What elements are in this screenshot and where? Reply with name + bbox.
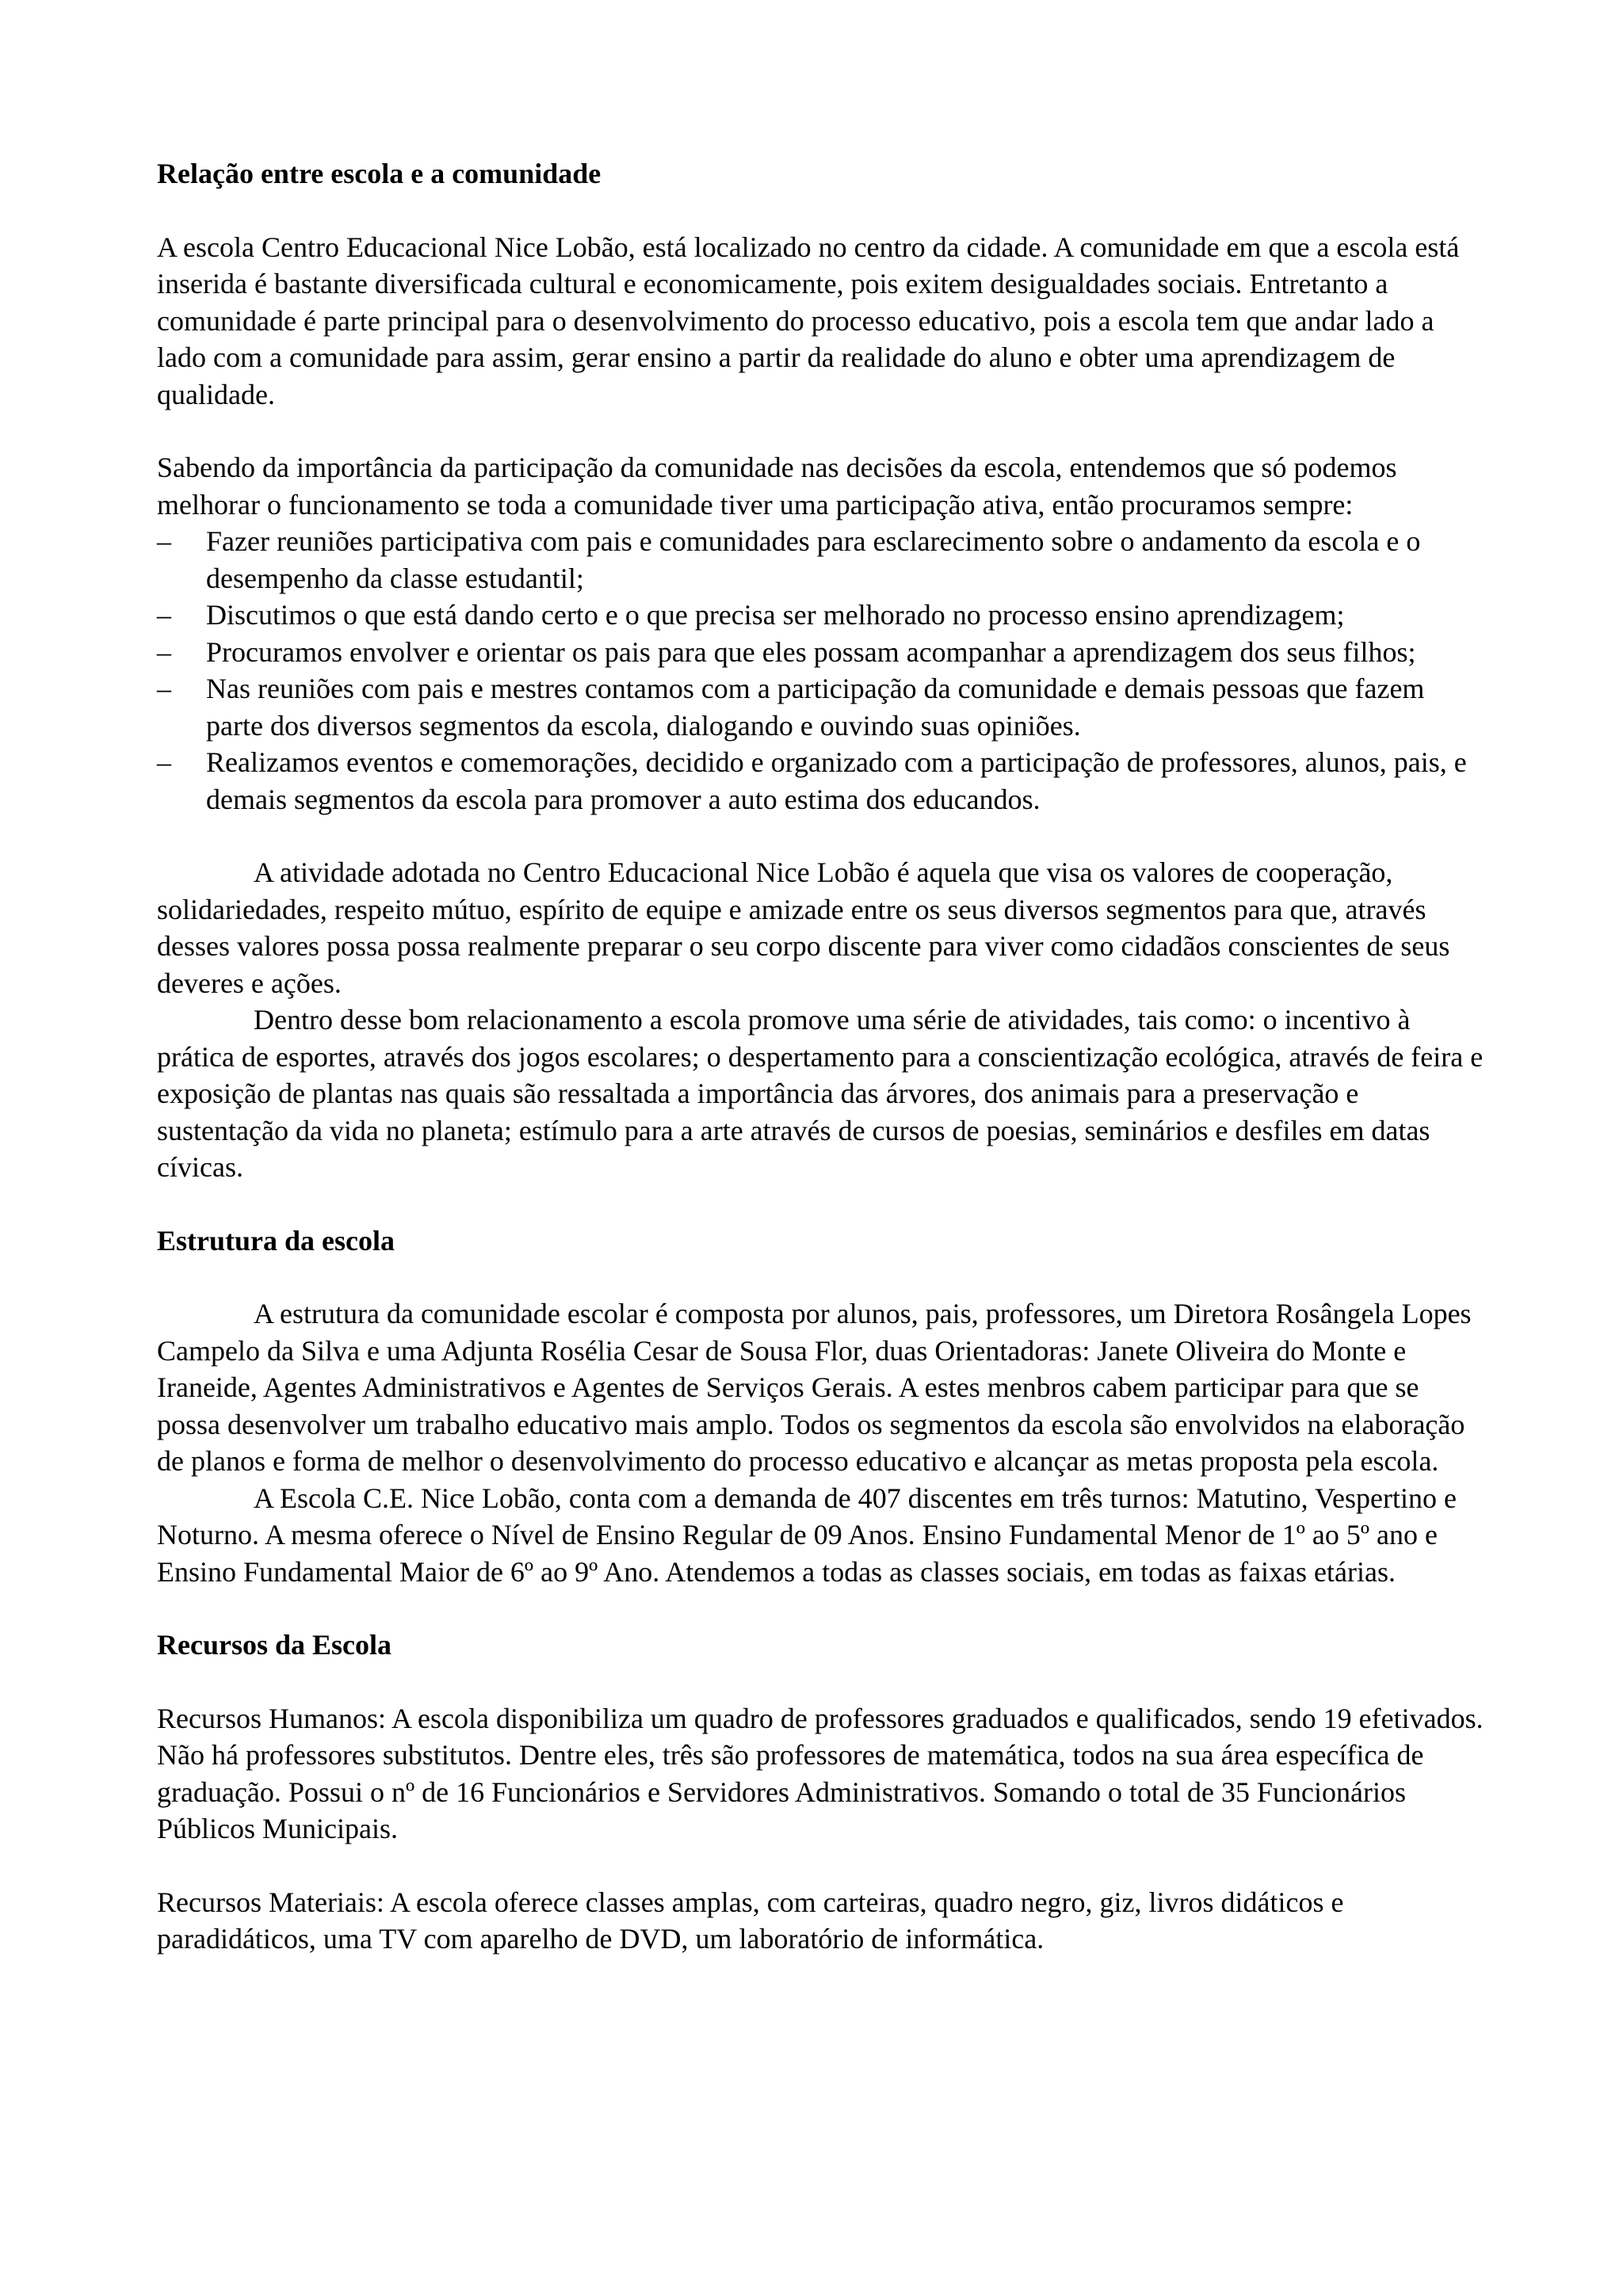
paragraph-relacao-2: Sabendo da importância da participação da comunidade nas decisões da escola, entendemos que só podemos melhorar o funcionamento se toda a comunidade tiver uma participação ativa, então procuramos sempre: xyxy=(157,452,1397,521)
dash-bullet: – xyxy=(157,673,171,704)
participation-list xyxy=(157,523,1488,818)
dash-bullet: – xyxy=(157,746,171,778)
list-item xyxy=(157,634,1488,671)
section-heading-relacao: Relação entre escola e a comunidade xyxy=(157,158,601,189)
paragraph-relacao-4: Dentro desse bom relacionamento a escola promove uma série de atividades, tais como: o incentivo à prática de esportes, através dos jogos escolares; o despertamento para a conscientização ecológica, através de feira e exposição de plantas nas quais são ressaltada a importância das árvores, dos animais para a preservação e sustentação da vida no planeta; estímulo para a arte através de cursos de poesias, seminários e desfiles em datas cívicas. xyxy=(157,1004,1484,1183)
list-item-text: Fazer reuniões participativa com pais e comunidades para esclarecimento sobre o andamento da escola e o desempenho da classe estudantil; xyxy=(206,525,1421,594)
list-item-text: Discutimos o que está dando certo e o que precisa ser melhorado no processo ensino aprendizagem; xyxy=(206,599,1345,631)
paragraph-recursos-materiais: Recursos Materiais: A escola oferece classes amplas, com carteiras, quadro negro, giz, livros didáticos e paradidáticos, uma TV com aparelho de DVD, um laboratório de informática. xyxy=(157,1886,1344,1955)
list-item-text: Nas reuniões com pais e mestres contamos com a participação da comunidade e demais pessoas que fazem parte dos diversos segmentos da escola, dialogando e ouvindo suas opiniões. xyxy=(206,673,1425,742)
dash-bullet: – xyxy=(157,635,171,668)
list-item xyxy=(157,670,1488,744)
section-heading-recursos: Recursos da Escola xyxy=(157,1629,391,1661)
paragraph-recursos-humanos: Recursos Humanos: A escola disponibiliza um quadro de professores graduados e qualificados, sendo 19 efetivados. Não há professores substitutos. Dentre eles, três são professores de matemática, todos na sua área específica de graduação. Possui o nº de 16 Funcionários e Servidores Administrativos. Somando o total de 35 Funcionários Públicos Municipais. xyxy=(157,1702,1484,1844)
paragraph-estrutura-2: A Escola C.E. Nice Lobão, conta com a demanda de 407 discentes em três turnos: Matutino, Vespertino e Noturno. A mesma oferece o Nível de Ensino Regular de 09 Anos. Ensino Fundamental Menor de 1º ao 5º ano e Ensino Fundamental Maior de 6º ao 9º Ano. Atendemos a todas as classes sociais, em todas as faixas etárias. xyxy=(157,1482,1457,1588)
list-item xyxy=(157,597,1488,634)
section-heading-estrutura: Estrutura da escola xyxy=(157,1224,395,1257)
list-item-text: Realizamos eventos e comemorações, decidido e organizado com a participação de professores, alunos, pais, e demais segmentos da escola para promover a auto estima dos educandos. xyxy=(206,746,1467,815)
paragraph-relacao-3: A atividade adotada no Centro Educacional Nice Lobão é aquela que visa os valores de cooperação, solidariedades, respeito mútuo, espírito de equipe e amizade entre os seus diversos segmentos para que, através desses valores possa possa realmente preparar o seu corpo discente para viver como cidadãos conscientes de seus deveres e ações. xyxy=(157,856,1450,999)
document-page xyxy=(157,155,1488,1958)
paragraph-relacao-1: A escola Centro Educacional Nice Lobão, está localizado no centro da cidade. A comunidade em que a escola está inserida é bastante diversificada cultural e economicamente, pois exitem desigualdades sociais. Entretanto a comunidade é parte principal para o desenvolvimento do processo educativo, pois a escola tem que andar lado a lado com a comunidade para assim, gerar ensino a partir da realidade do aluno e obter uma aprendizagem de qualidade. xyxy=(157,231,1460,410)
list-item xyxy=(157,523,1488,597)
list-item-text: Procuramos envolver e orientar os pais para que eles possam acompanhar a aprendizagem dos seus filhos; xyxy=(206,635,1416,668)
paragraph-estrutura-1: A estrutura da comunidade escolar é composta por alunos, pais, professores, um Diretora Rosângela Lopes Campelo da Silva e uma Adjunta Rosélia Cesar de Sousa Flor, duas Orientadoras: Janete Oliveira do Monte e Iraneide, Agentes Administrativos e Agentes de Serviços Gerais. A estes menbros cabem participar para que se possa desenvolver um trabalho educativo mais amplo. Todos os segmentos da escola são envolvidos na elaboração de planos e forma de melhor o desenvolvimento do processo educativo e alcançar as metas proposta pela escola. xyxy=(157,1298,1472,1477)
dash-bullet: – xyxy=(157,525,171,557)
dash-bullet: – xyxy=(157,599,171,631)
list-item xyxy=(157,744,1488,818)
